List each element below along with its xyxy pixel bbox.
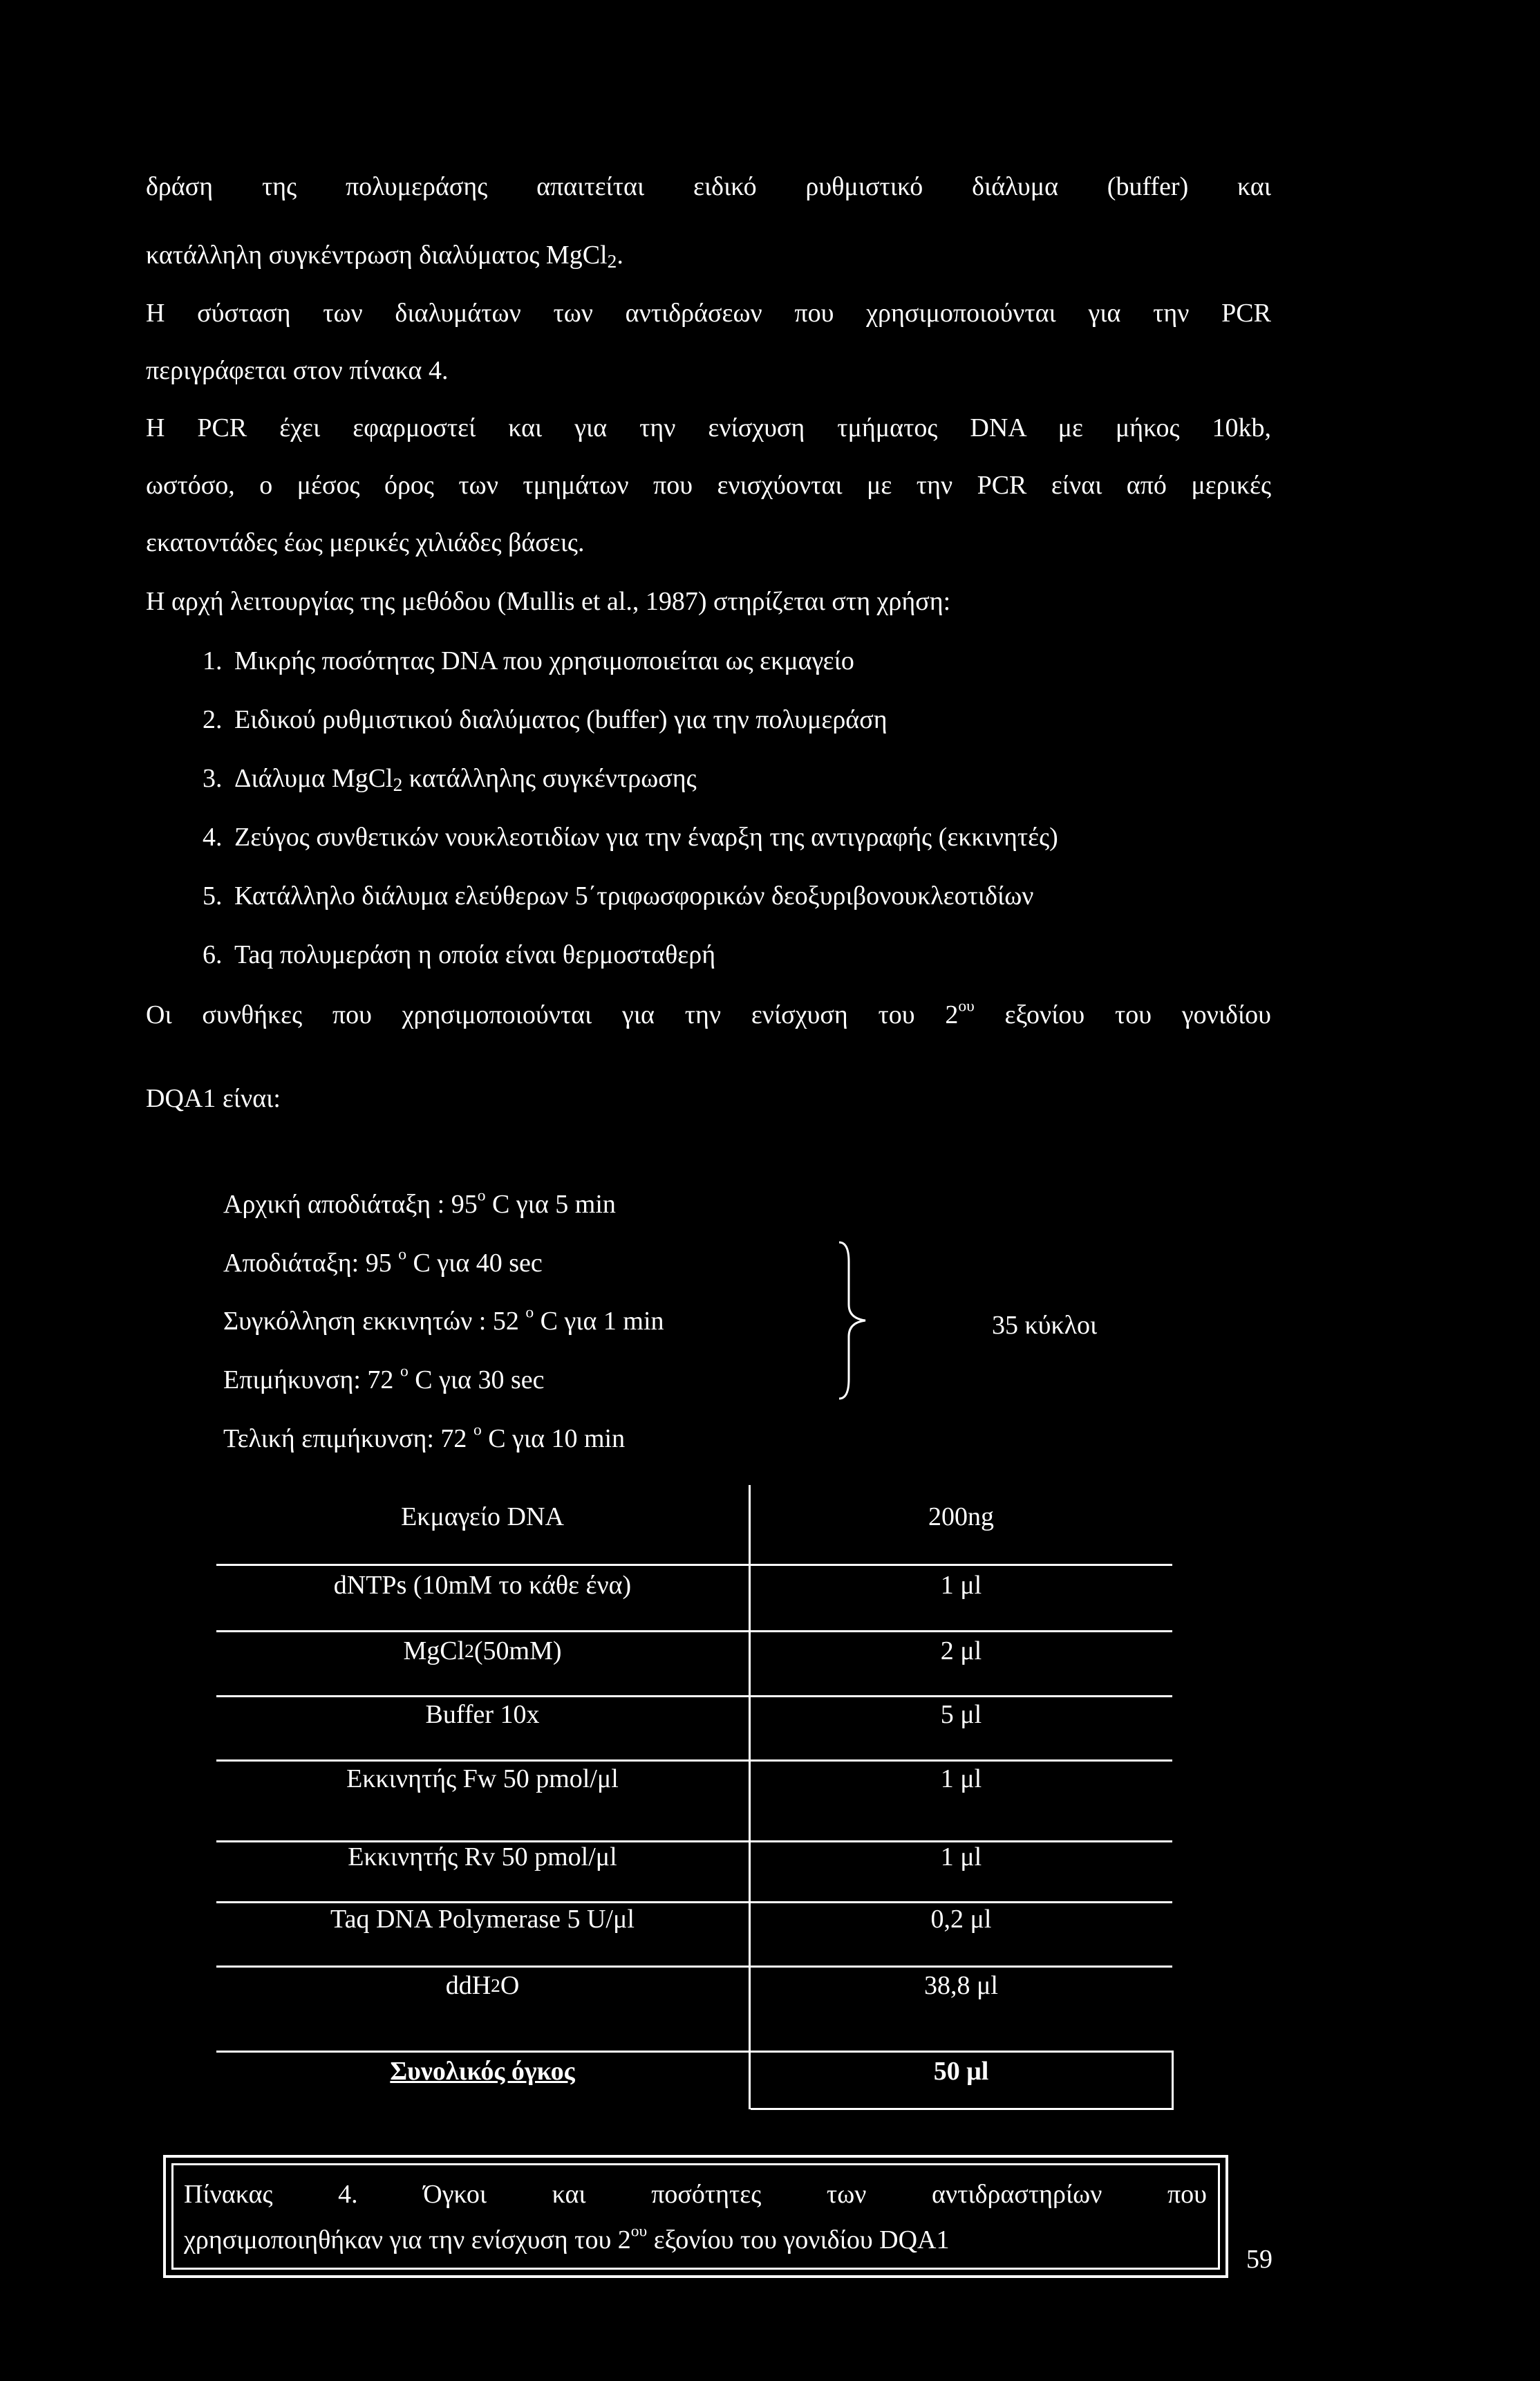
table-cell-amount: 1 μl — [940, 1571, 982, 1600]
cycles-brace — [838, 1241, 879, 1400]
table-cell-reagent: MgCl 2 (50mM) — [403, 1636, 562, 1665]
paragraph-4: Η αρχή λειτουργίας της μεθόδου (Mullis et al., 1987) στηρίζεται στη χρήση: — [146, 587, 951, 616]
table-cell-amount: 200ng — [928, 1502, 994, 1531]
list-item: 2. Ειδικού ρυθμιστικού διαλύματος (buffer) για την πολυμεράση — [203, 705, 888, 734]
table-cell-amount: 1 μl — [940, 1842, 982, 1871]
paragraph-1-line-1: δράση της πολυμεράσης απαιτείται ειδικό ρυθμιστικό διάλυμα (buffer) και — [146, 172, 1271, 201]
table-cell-reagent: ddH 2 O — [445, 1971, 520, 2000]
page-number: 59 — [1246, 2245, 1273, 2274]
table-cell-amount: 2 μl — [940, 1636, 982, 1665]
list-item: 3. Διάλυμα MgCl$_2$ κατάλληλης συγκέντρωσης — [203, 764, 697, 796]
table-row — [216, 1683, 1172, 1746]
table-cell-amount: 1 μl — [940, 1764, 982, 1793]
table-caption-line-1: Πίνακας 4. Όγκοι και ποσότητες των αντιδραστηρίων που — [184, 2180, 1207, 2209]
paragraph-3-line-3: εκατοντάδες έως μερικές χιλιάδες βάσεις. — [146, 528, 585, 557]
paragraph-5-line-2: DQA1 είναι: — [146, 1084, 281, 1113]
table-row-total — [216, 2039, 1172, 2103]
paragraph-2-line-1: Η σύσταση των διαλυμάτων των αντιδράσεων που χρησιμοποιούνται για την PCR — [146, 299, 1271, 328]
list-item: 6. Taq πολυμεράση η οποία είναι θερμοσταθερή — [203, 940, 716, 969]
list-item: 1. Μικρής ποσότητας DNA που χρησιμοποιείται ως εκμαγείο — [203, 646, 854, 675]
table-cell-reagent: Εκκινητής Fw 50 pmol/μl — [346, 1764, 619, 1793]
table-cell-reagent: Buffer 10x — [425, 1700, 540, 1729]
table-cell-total-label: Συνολικός όγκος — [390, 2057, 575, 2086]
condition-denaturation: Αποδιάταξη: 95 $^o$ C για 40 sec — [223, 1245, 543, 1278]
table-row — [216, 1485, 1172, 1549]
table-row — [216, 1747, 1172, 1811]
condition-final-extension: Τελική επιμήκυνση: 72 $^o$ C για 10 min — [223, 1421, 626, 1453]
table-cell-amount: 38,8 μl — [924, 1971, 998, 2000]
table-cell-reagent: Εκμαγείο DNA — [401, 1502, 564, 1531]
table-row — [216, 1887, 1172, 1951]
condition-annealing: Συγκόλληση εκκινητών : 52 $^o$ C για 1 min — [223, 1303, 664, 1336]
table-cell-amount: 0,2 μl — [930, 1905, 992, 1934]
table-cell-amount: 5 μl — [940, 1700, 982, 1729]
table-row — [216, 1619, 1172, 1683]
table-row — [216, 1553, 1172, 1617]
table-cell-total-amount: 50 μl — [933, 2057, 989, 2086]
paragraph-2-line-2: περιγράφεται στον πίνακα 4. — [146, 356, 449, 385]
list-item: 5. Κατάλληλο διάλυμα ελεύθερων 5΄τριφωσφορικών δεοξυριβονουκλεοτιδίων — [203, 881, 1034, 911]
cycles-label: 35 κύκλοι — [992, 1311, 1098, 1340]
condition-extension: Επιμήκυνση: 72 $^o$ C για 30 sec — [223, 1362, 545, 1394]
paragraph-3-line-2: ωστόσο, ο μέσος όρος των τμημάτων που ενισχύονται με την PCR είναι από μερικές — [146, 471, 1271, 500]
table-cell-reagent: Taq DNA Polymerase 5 U/μl — [330, 1905, 635, 1934]
table-caption-line-2: χρησιμοποιηθήκαν για την ενίσχυση του $2^{o\upsilon}$ εξονίου του γονιδίου DQA1 — [184, 2222, 950, 2254]
paragraph-3-line-1: Η PCR έχει εφαρμοστεί και για την ενίσχυση τμήματος DNA με μήκος 10kb, — [146, 413, 1271, 442]
table-cell-reagent: Εκκινητής Rv 50 pmol/μl — [348, 1842, 617, 1871]
table-cell-reagent: dNTPs (10mM το κάθε ένα) — [333, 1571, 632, 1600]
list-item: 4. Ζεύγος συνθετικών νουκλεοτιδίων για την έναρξη της αντιγραφής (εκκινητές) — [203, 823, 1058, 852]
table-row — [216, 1825, 1172, 1889]
table-row — [216, 1954, 1172, 2017]
paragraph-5-line-1: Οι συνθήκες που χρησιμοποιούνται για την ενίσχυση του $2^{o\upsilon}$ εξονίου του γονιδίου — [146, 997, 1271, 1029]
paragraph-1-line-2: κατάλληλη συγκέντρωση διαλύματος MgCl$_2$. — [146, 241, 623, 272]
condition-initial-denaturation: Αρχική αποδιάταξη : $95^o$ C για 5 min — [223, 1186, 616, 1219]
